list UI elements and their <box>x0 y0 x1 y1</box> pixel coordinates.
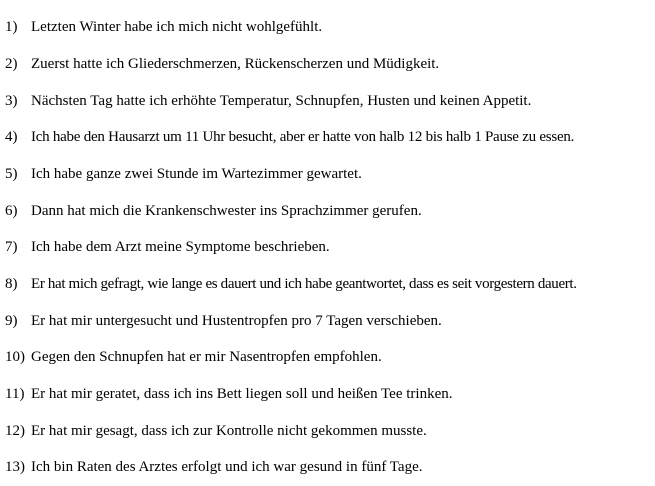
list-item <box>5 311 442 331</box>
item-text: Ich habe dem Arzt meine Symptome beschrieben. <box>31 239 330 255</box>
list-item <box>5 54 439 74</box>
list-item <box>5 201 422 221</box>
item-number: 5) <box>5 166 18 182</box>
item-number: 6) <box>5 203 18 219</box>
item-number: 2) <box>5 56 18 72</box>
item-number: 4) <box>5 129 18 145</box>
item-number: 7) <box>5 239 18 255</box>
list-item <box>5 274 577 294</box>
item-text: Dann hat mich die Krankenschwester ins Sprachzimmer gerufen. <box>31 203 422 219</box>
item-text: Nächsten Tag hatte ich erhöhte Temperatur, Schnupfen, Husten und keinen Appetit. <box>31 93 532 109</box>
item-text: Ich habe ganze zwei Stunde im Wartezimmer gewartet. <box>31 166 362 182</box>
item-text: Gegen den Schnupfen hat er mir Nasentropfen empfohlen. <box>31 349 382 365</box>
item-text: Ich bin Raten des Arztes erfolgt und ich war gesund in fünf Tage. <box>31 459 423 475</box>
item-number: 1) <box>5 19 18 35</box>
item-text: Er hat mir gesagt, dass ich zur Kontrolle nicht gekommen musste. <box>31 423 427 439</box>
item-number: 13) <box>5 459 25 475</box>
item-number: 9) <box>5 313 18 329</box>
item-text: Ich habe den Hausarzt um 11 Uhr besucht, aber er hatte von halb 12 bis halb 1 Pause zu essen. <box>31 129 575 145</box>
item-number: 12) <box>5 423 25 439</box>
item-text: Zuerst hatte ich Gliederschmerzen, Rückenscherzen und Müdigkeit. <box>31 56 440 72</box>
item-number: 3) <box>5 93 18 109</box>
item-text: Er hat mir untergesucht und Hustentropfen pro 7 Tagen verschieben. <box>31 313 442 329</box>
list-item <box>5 127 574 147</box>
list-item <box>5 164 362 184</box>
list-item <box>5 384 452 404</box>
item-text: Er hat mich gefragt, wie lange es dauert und ich habe geantwortet, dass es seit vorgestern dauert. <box>31 276 577 292</box>
item-text: Er hat mir geratet, dass ich ins Bett liegen soll und heißen Tee trinken. <box>31 386 453 402</box>
item-number: 10) <box>5 349 25 365</box>
list-item <box>5 347 382 367</box>
list-item <box>5 237 330 257</box>
item-number: 8) <box>5 276 18 292</box>
item-number: 11) <box>5 386 25 402</box>
list-item <box>5 421 427 441</box>
list-item <box>5 91 531 111</box>
list-item <box>5 457 422 477</box>
item-text: Letzten Winter habe ich mich nicht wohlgefühlt. <box>31 19 323 35</box>
list-item <box>5 17 322 37</box>
